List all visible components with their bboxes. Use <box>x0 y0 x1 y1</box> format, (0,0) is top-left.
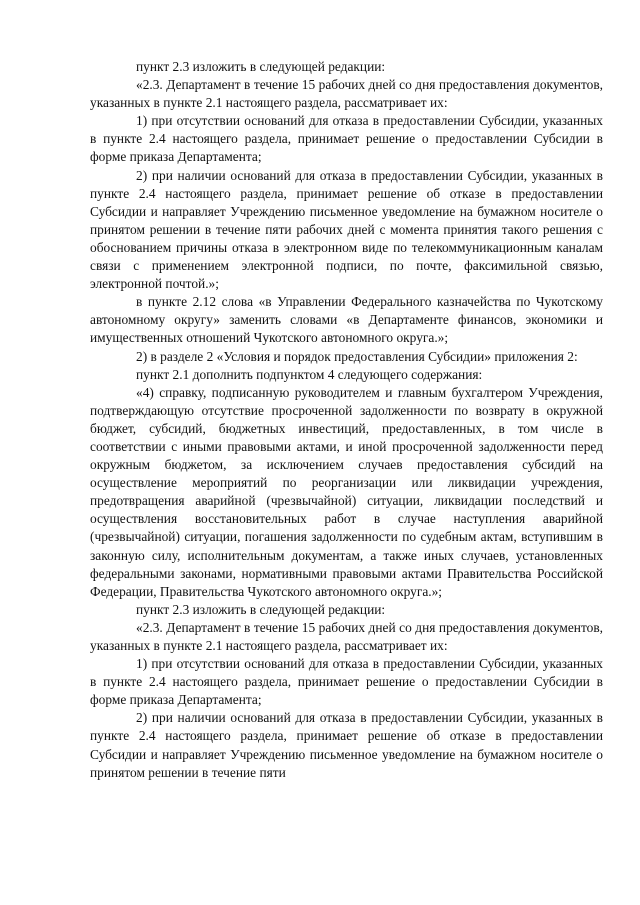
paragraph: 2) при наличии оснований для отказа в предоставлении Субсидии, указанных в пункте 2.4 настоящего раздела, принимает решение об отказе в предоставлении Субсидии и направляет Учреждению письменное уведомление на бумажном носителе о принятом решении в течение пяти рабочих дней с момента принятия такого решения с обоснованием причины отказа в электронном виде по телекоммуникационным каналам связи с применением электронной подписи, по почте, факсимильной связью, электронной почтой.»; <box>90 167 603 292</box>
paragraph: «2.3. Департамент в течение 15 рабочих дней со дня предоставления документов, указанных в пункте 2.1 настоящего раздела, рассматривает их: <box>90 77 603 111</box>
document-body <box>90 58 603 782</box>
paragraph: «4) справку, подписанную руководителем и главным бухгалтером Учреждения, подтверждающую отсутствие просроченной задолженности по возврату в окружной бюджет, субсидий, бюджетных инвестиций, предоставленных, в том числе в соответствии с иными правовыми актами, и иной просроченной задолженности перед окружным бюджетом, за исключением случаев предоставления субсидий на осуществление мероприятий по реорганизации или ликвидации учреждения, предотвращения аварийной (чрезвычайной) ситуации, ликвидации последствий и осуществления восстановительных работ в случае наступления аварийной (чрезвычайной) ситуации, погашения задолженности по судебным актам, вступившим в законную силу, исполнительным документам, а также иных случаев, установленных федеральными законами, нормативными правовыми актами Правительства Российской Федерации, Правительства Чукотского автономного округа.»; <box>90 384 603 599</box>
paragraph: 2) при наличии оснований для отказа в предоставлении Субсидии, указанных в пункте 2.4 настоящего раздела, принимает решение об отказе в предоставлении Субсидии и направляет Учреждению письменное уведомление на бумажном носителе о принятом решении в течение пяти <box>90 710 603 780</box>
paragraph: в пункте 2.12 слова «в Управлении Федерального казначейства по Чукотскому автономному округу» заменить словами «в Департаменте финансов, экономики и имущественных отношений Чукотского автономного округа.»; <box>90 294 603 346</box>
paragraph: пункт 2.3 изложить в следующей редакции: <box>136 59 386 74</box>
paragraph: пункт 2.3 изложить в следующей редакции: <box>136 601 386 617</box>
paragraph: пункт 2.1 дополнить подпунктом 4 следующего содержания: <box>136 366 483 382</box>
paragraph: «2.3. Департамент в течение 15 рабочих дней со дня предоставления документов, указанных в пункте 2.1 настоящего раздела, рассматривает их: <box>90 619 603 653</box>
paragraph: 1) при отсутствии оснований для отказа в предоставлении Субсидии, указанных в пункте 2.4 настоящего раздела, принимает решение о предоставлении Субсидии в форме приказа Департамента; <box>90 656 603 708</box>
paragraph: 2) в разделе 2 «Условия и порядок предоставления Субсидии» приложения 2: <box>136 348 578 364</box>
paragraph: 1) при отсутствии оснований для отказа в предоставлении Субсидии, указанных в пункте 2.4 настоящего раздела, принимает решение о предоставлении Субсидии в форме приказа Департамента; <box>90 113 603 165</box>
